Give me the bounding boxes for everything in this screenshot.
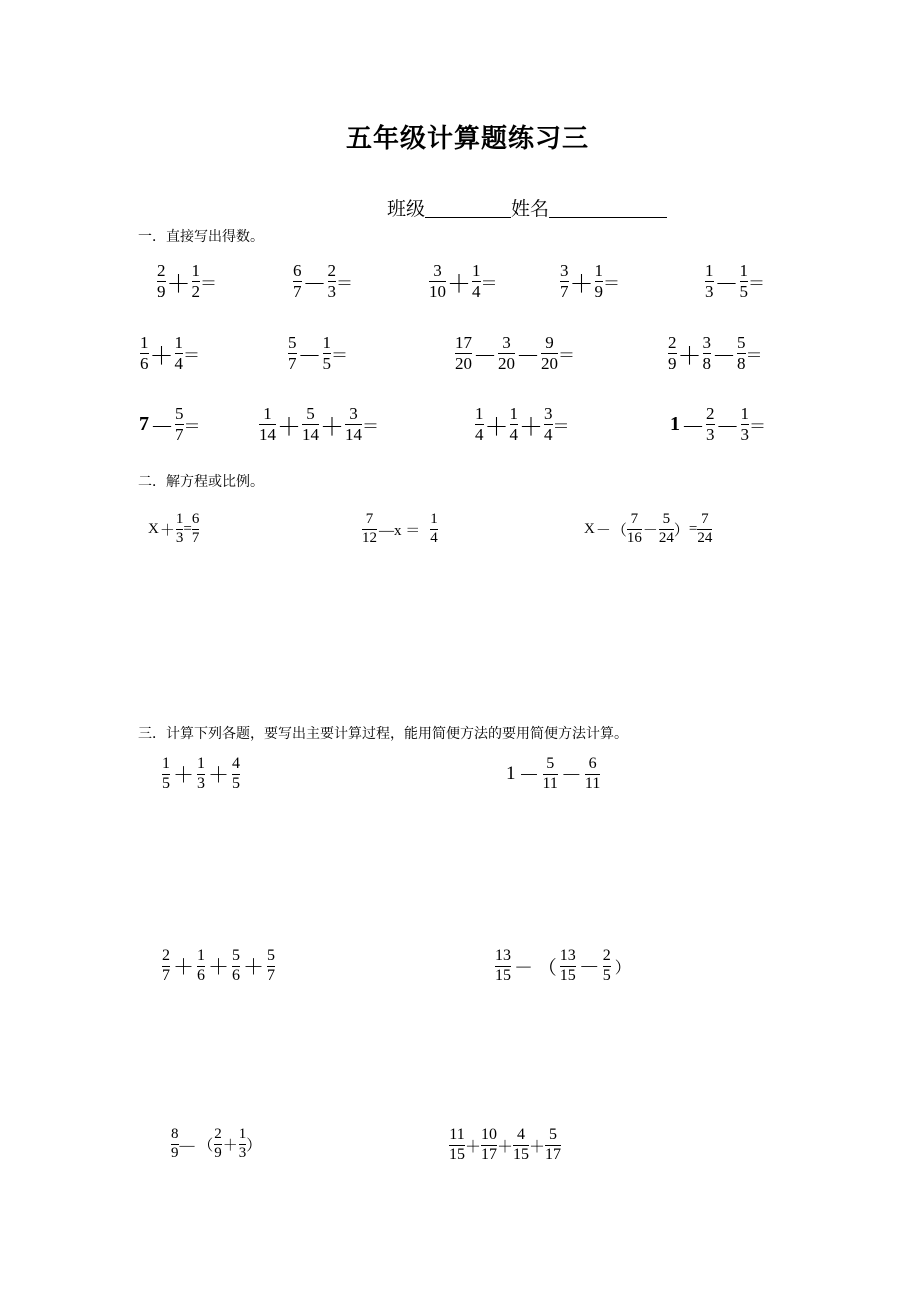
equation-3 <box>584 512 712 547</box>
numerator: 1 <box>197 755 205 772</box>
operator: ＋ <box>484 414 509 441</box>
problem-1-5 <box>705 262 765 301</box>
denominator: 15 <box>495 966 511 984</box>
numerator: 3 <box>349 404 358 423</box>
denominator: 10 <box>429 281 446 301</box>
numerator: 2 <box>668 333 677 352</box>
operator: － <box>681 414 705 441</box>
operator: － <box>473 343 497 370</box>
numerator: 3 <box>560 261 569 280</box>
numerator: 1 <box>174 333 183 352</box>
operator: － <box>560 763 582 788</box>
denominator: 9 <box>594 281 603 301</box>
denominator: 5 <box>739 281 748 301</box>
operator: ＝ <box>552 416 570 436</box>
operator: － <box>715 414 740 441</box>
problem-1-11 <box>259 405 379 444</box>
fraction <box>232 948 240 985</box>
denominator: 9 <box>214 1144 222 1161</box>
operator: ） <box>614 959 631 977</box>
fraction <box>705 262 714 301</box>
problem-1-10 <box>139 405 201 444</box>
problem-3-6 <box>449 1127 561 1164</box>
numerator: 1 <box>509 404 518 423</box>
operator: ＋ <box>497 1138 514 1156</box>
student-info-line <box>387 194 667 221</box>
denominator: 4 <box>509 424 518 444</box>
operator: = <box>688 520 698 537</box>
fraction <box>162 756 170 793</box>
denominator: 24 <box>697 529 713 546</box>
denominator: 5 <box>232 774 240 792</box>
denominator: 7 <box>288 353 297 373</box>
operator: ＝ <box>362 416 379 436</box>
problem-1-12 <box>475 405 570 444</box>
denominator: 3 <box>706 424 715 444</box>
numerator: 11 <box>449 1126 465 1143</box>
denominator: 3 <box>705 281 714 301</box>
numerator: 5 <box>175 404 184 423</box>
problem-1-2 <box>293 262 353 301</box>
fraction <box>345 405 362 444</box>
numerator: 1 <box>472 261 481 280</box>
numerator: 1 <box>740 404 749 423</box>
operator: ＋ <box>447 271 471 298</box>
numerator: 2 <box>157 261 166 280</box>
fraction <box>659 512 674 547</box>
fraction <box>560 262 569 301</box>
fraction <box>192 512 200 547</box>
operator: ＝ <box>336 273 353 293</box>
denominator: 11 <box>584 774 601 792</box>
fraction <box>197 756 205 793</box>
operator: —x ＝ <box>379 522 421 539</box>
problem-1-4 <box>560 262 620 301</box>
fraction <box>197 948 205 985</box>
section-2-heading: 二．解方程或比例。 <box>138 474 264 490</box>
denominator: 4 <box>472 281 481 301</box>
operator: － <box>578 955 600 980</box>
fraction <box>171 1127 179 1162</box>
fraction <box>293 262 302 301</box>
operator: ＝ <box>603 273 620 293</box>
denominator: 16 <box>626 529 642 546</box>
denominator: 7 <box>162 966 170 984</box>
numerator: 1 <box>191 261 200 280</box>
denominator: 15 <box>449 1145 465 1163</box>
numerator: 7 <box>365 511 374 527</box>
operator: （ <box>611 522 627 539</box>
numerator: 1 <box>238 1126 247 1142</box>
fraction <box>430 512 438 547</box>
fraction <box>697 512 712 547</box>
numerator: 3 <box>502 333 511 352</box>
operator: ＋ <box>159 522 175 539</box>
denominator: 15 <box>559 966 576 984</box>
numerator: 1 <box>162 755 170 772</box>
fraction <box>429 262 446 301</box>
denominator: 7 <box>560 281 569 301</box>
denominator: 5 <box>602 966 611 984</box>
operator: ＝ <box>558 345 575 365</box>
fraction <box>560 948 576 985</box>
numerator: 5 <box>232 947 240 964</box>
problem-1-8 <box>455 334 575 373</box>
fraction <box>668 334 677 373</box>
numerator: 6 <box>588 755 597 772</box>
numerator: 1 <box>263 404 272 423</box>
operator: － <box>714 271 739 298</box>
numerator: 1 <box>739 261 748 280</box>
numerator: 1 <box>594 261 603 280</box>
fraction <box>157 262 166 301</box>
numerator: 1 <box>322 333 331 352</box>
problem-1-7 <box>288 334 348 373</box>
numerator: 3 <box>702 333 711 352</box>
numerator: 1 <box>197 947 205 964</box>
numerator: 3 <box>544 404 553 423</box>
denominator: 4 <box>430 529 438 546</box>
denominator: 7 <box>267 966 275 984</box>
problem-1-6 <box>140 334 200 373</box>
denominator: 8 <box>702 353 711 373</box>
fraction <box>175 334 184 373</box>
denominator: 20 <box>541 353 558 373</box>
equation-2 <box>362 512 438 547</box>
numerator: 5 <box>662 511 671 527</box>
fraction <box>585 756 600 793</box>
fraction <box>449 1127 465 1164</box>
section-3-heading: 三．计算下列各题，要写出主要计算过程，能用简便方法的要用简便方法计算。 <box>138 726 628 742</box>
denominator: 5 <box>162 774 170 792</box>
name-blank[interactable] <box>549 216 667 218</box>
operator: ＋ <box>222 1137 238 1154</box>
denominator: 15 <box>513 1145 530 1163</box>
denominator: 14 <box>345 424 362 444</box>
operator: － <box>297 343 322 370</box>
fraction <box>627 512 642 547</box>
operator: － <box>595 522 611 539</box>
denominator: 6 <box>232 966 240 984</box>
fraction <box>328 262 337 301</box>
numerator: 13 <box>495 947 511 964</box>
numerator: 6 <box>191 511 200 527</box>
operator: ＋ <box>677 343 702 370</box>
denominator: 3 <box>197 774 205 792</box>
fraction <box>481 1127 497 1164</box>
numerator: 5 <box>549 1126 558 1143</box>
denominator: 4 <box>174 353 183 373</box>
denominator: 9 <box>668 353 677 373</box>
operator: ＋ <box>208 763 229 788</box>
operator: ＋ <box>465 1138 482 1156</box>
fraction <box>472 262 481 301</box>
operator: X <box>148 520 159 537</box>
problem-3-1 <box>162 756 240 793</box>
fraction <box>741 405 750 444</box>
numerator: 9 <box>545 333 554 352</box>
problem-3-3 <box>162 948 275 985</box>
fraction <box>706 405 715 444</box>
numerator: 6 <box>293 261 302 280</box>
fraction <box>239 1127 247 1162</box>
operator: － <box>518 763 540 788</box>
class-label: 班级 <box>387 198 426 220</box>
operator: ＋ <box>320 414 344 441</box>
fraction <box>545 1127 561 1164</box>
problem-3-4 <box>495 948 631 985</box>
denominator: 8 <box>737 353 746 373</box>
fraction <box>541 334 558 373</box>
denominator: 7 <box>191 529 200 546</box>
problem-1-13 <box>670 405 766 444</box>
operator: － <box>150 414 174 441</box>
denominator: 9 <box>157 281 166 301</box>
fraction <box>323 334 332 373</box>
numerator: 4 <box>232 755 240 772</box>
numerator: 5 <box>546 755 555 772</box>
denominator: 24 <box>658 529 674 546</box>
operator: ＋ <box>149 343 174 370</box>
operator: － <box>642 522 658 539</box>
denominator: 14 <box>302 424 319 444</box>
denominator: 17 <box>545 1145 562 1163</box>
operator: ＝ <box>183 345 200 365</box>
numerator: 1 <box>705 261 714 280</box>
operator: － <box>302 271 327 298</box>
fraction <box>302 405 319 444</box>
name-label: 姓名 <box>511 198 550 220</box>
operator: 7 <box>139 412 149 435</box>
denominator: 3 <box>238 1144 247 1161</box>
problem-3-2 <box>506 756 600 793</box>
fraction <box>232 756 240 793</box>
operator: ＋ <box>277 414 301 441</box>
numerator: 8 <box>171 1126 179 1142</box>
denominator: 2 <box>191 281 200 301</box>
denominator: 6 <box>197 966 205 984</box>
fraction <box>175 405 184 444</box>
fraction <box>162 948 170 985</box>
denominator: 3 <box>327 281 336 301</box>
numerator: 2 <box>162 947 170 964</box>
fraction <box>543 756 558 793</box>
fraction <box>498 334 515 373</box>
problem-1-1 <box>157 262 217 301</box>
numerator: 5 <box>267 947 275 964</box>
operator: － <box>712 343 736 370</box>
numerator: 10 <box>481 1126 498 1143</box>
numerator: 2 <box>706 404 715 423</box>
numerator: 1 <box>175 511 184 527</box>
denominator: 20 <box>498 353 515 373</box>
denominator: 6 <box>140 353 149 373</box>
page-title: 五年级计算题练习三 <box>345 124 589 154</box>
fraction <box>740 262 749 301</box>
fraction <box>475 405 484 444</box>
operator: ＋ <box>173 763 194 788</box>
operator: — （ <box>179 1137 214 1154</box>
denominator: 14 <box>259 424 276 444</box>
denominator: 7 <box>175 424 184 444</box>
operator: ＋ <box>173 955 194 980</box>
operator: ＝ <box>183 416 201 436</box>
fraction <box>510 405 519 444</box>
denominator: 20 <box>455 353 472 373</box>
operator: ＝ <box>480 273 498 293</box>
numerator: 5 <box>306 404 315 423</box>
fraction <box>267 948 275 985</box>
problem-1-3 <box>429 262 498 301</box>
operator: ＋ <box>569 271 594 298</box>
numerator: 7 <box>630 511 639 527</box>
numerator: 5 <box>288 333 297 352</box>
operator: ＝ <box>745 345 763 365</box>
numerator: 17 <box>455 333 472 352</box>
equation-1 <box>148 512 199 547</box>
fraction <box>544 405 553 444</box>
operator: ＋ <box>208 955 229 980</box>
fraction <box>259 405 276 444</box>
operator: ＋ <box>166 271 191 298</box>
operator: ＋ <box>243 955 264 980</box>
denominator: 12 <box>362 529 377 546</box>
numerator: 1 <box>475 404 484 423</box>
denominator: 9 <box>171 1144 179 1161</box>
operator: ＝ <box>749 416 766 436</box>
operator: － <box>516 343 540 370</box>
fraction <box>288 334 297 373</box>
fraction <box>192 262 201 301</box>
fraction <box>362 512 377 547</box>
fraction <box>176 512 184 547</box>
operator: ＝ <box>331 345 348 365</box>
numerator: 13 <box>559 947 576 964</box>
problem-1-9 <box>668 334 763 373</box>
fraction <box>214 1127 222 1162</box>
numerator: 1 <box>140 333 149 352</box>
operator: 1 <box>506 763 516 785</box>
fraction <box>595 262 604 301</box>
denominator: 17 <box>481 1145 498 1163</box>
denominator: 4 <box>475 424 484 444</box>
numerator: 2 <box>327 261 336 280</box>
class-blank[interactable] <box>425 216 511 218</box>
fraction <box>703 334 712 373</box>
denominator: 11 <box>542 774 558 792</box>
operator: ＝ <box>748 273 765 293</box>
operator: ＝ <box>200 273 217 293</box>
operator: 1 <box>670 412 680 435</box>
denominator: 3 <box>175 529 184 546</box>
operator: ） <box>673 522 689 539</box>
numerator: 3 <box>433 261 442 280</box>
denominator: 5 <box>322 353 331 373</box>
fraction <box>455 334 472 373</box>
operator: ＋ <box>519 414 543 441</box>
operator: ） <box>246 1137 262 1154</box>
numerator: 5 <box>737 333 746 352</box>
fraction <box>513 1127 529 1164</box>
operator: ＋ <box>529 1138 546 1156</box>
fraction <box>737 334 746 373</box>
problem-3-5 <box>171 1127 261 1162</box>
numerator: 1 <box>430 511 438 527</box>
denominator: 7 <box>293 281 302 301</box>
operator: － （ <box>514 957 557 979</box>
numerator: 4 <box>517 1126 526 1143</box>
fraction <box>603 948 611 985</box>
denominator: 3 <box>740 424 749 444</box>
section-1-heading: 一．直接写出得数。 <box>138 229 264 245</box>
fraction <box>140 334 149 373</box>
operator: = <box>183 520 192 537</box>
fraction <box>495 948 511 985</box>
numerator: 2 <box>214 1126 222 1142</box>
numerator: 2 <box>602 947 611 964</box>
numerator: 7 <box>701 511 709 527</box>
operator: X <box>584 520 595 537</box>
denominator: 4 <box>544 424 553 444</box>
